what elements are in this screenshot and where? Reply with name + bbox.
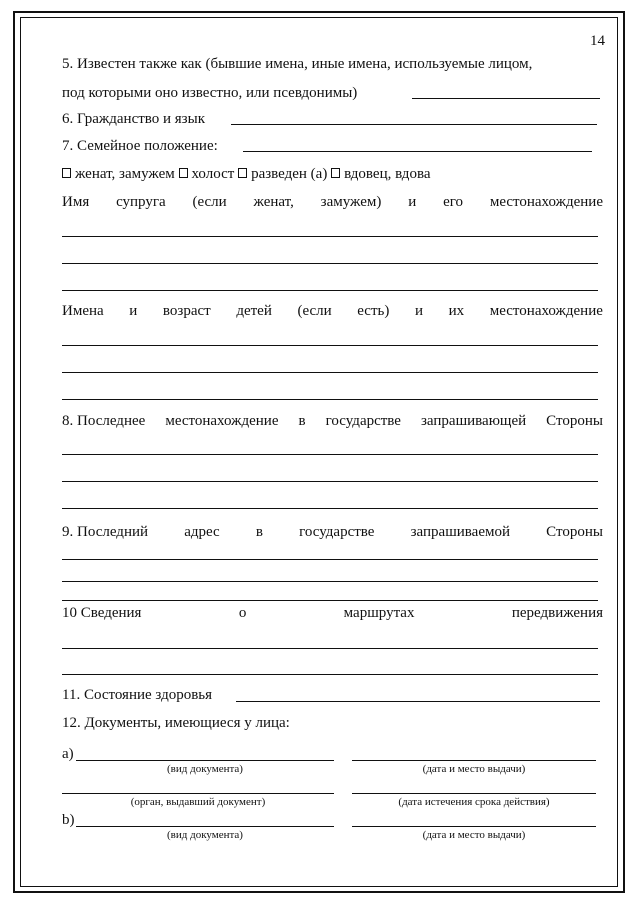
item10-word: 10 Сведения bbox=[62, 605, 142, 621]
doc-a-expiry-caption: (дата истечения срока действия) bbox=[398, 796, 550, 808]
item10-fill-line[interactable] bbox=[62, 648, 598, 649]
item5-fill-line[interactable] bbox=[412, 98, 600, 99]
item12-label: 12. Документы, имеющиеся у лица: bbox=[62, 715, 290, 731]
single-option[interactable] bbox=[179, 166, 235, 182]
children-word: их bbox=[448, 303, 465, 319]
item8-row bbox=[62, 412, 603, 430]
spouse-word: и bbox=[408, 194, 417, 210]
married-option[interactable] bbox=[62, 166, 175, 182]
item6-label: 6. Гражданство и язык bbox=[62, 111, 205, 127]
item8-word: местонахождение bbox=[165, 413, 279, 429]
item8-word: 8. Последнее bbox=[62, 413, 146, 429]
doc-b-type-caption: (вид документа) bbox=[167, 829, 243, 841]
doc-a-type-caption: (вид документа) bbox=[167, 763, 243, 775]
item10-row bbox=[62, 604, 603, 622]
item8-word: в bbox=[298, 413, 306, 429]
doc-a-label: a) bbox=[62, 746, 74, 762]
children-word: Имена bbox=[62, 303, 104, 319]
children-word: и bbox=[414, 303, 423, 319]
doc-a-issue-line[interactable] bbox=[352, 760, 596, 761]
divorced-checkbox[interactable] bbox=[238, 168, 247, 178]
doc-a-authority-caption: (орган, выдавший документ) bbox=[130, 796, 266, 808]
spouse-word: местонахождение bbox=[489, 194, 603, 210]
spouse-word: супруга bbox=[116, 194, 166, 210]
children-word: местонахождение bbox=[489, 303, 603, 319]
doc-b-type-line[interactable] bbox=[76, 826, 334, 827]
item7-label: 7. Семейное положение: bbox=[62, 138, 218, 154]
doc-b-issue-line[interactable] bbox=[352, 826, 596, 827]
item8-fill-line[interactable] bbox=[62, 454, 598, 455]
item10-word: передвижения bbox=[511, 605, 603, 621]
item9-word: в bbox=[255, 524, 263, 540]
children-word: детей bbox=[236, 303, 272, 319]
divorced-option[interactable] bbox=[238, 166, 327, 182]
spouse-word: (если bbox=[192, 194, 227, 210]
children-fill-line[interactable] bbox=[62, 345, 598, 346]
item9-word: адрес bbox=[184, 524, 220, 540]
children-word: (если bbox=[297, 303, 332, 319]
marital-options-row bbox=[62, 165, 430, 183]
item9-word: 9. Последний bbox=[62, 524, 149, 540]
item9-row bbox=[62, 523, 603, 541]
children-fill-line[interactable] bbox=[62, 372, 598, 373]
children-row bbox=[62, 302, 603, 320]
divorced-label: разведен (а) bbox=[251, 166, 328, 182]
spouse-fill-line[interactable] bbox=[62, 290, 598, 291]
doc-a-authority-line[interactable] bbox=[62, 793, 334, 794]
item9-word: государстве bbox=[299, 524, 375, 540]
doc-b-label: b) bbox=[62, 812, 75, 828]
doc-a-expiry-line[interactable] bbox=[352, 793, 596, 794]
item11-fill-line[interactable] bbox=[236, 701, 600, 702]
item8-word: Стороны bbox=[546, 413, 603, 429]
spouse-fill-line[interactable] bbox=[62, 236, 598, 237]
spouse-word: его bbox=[443, 194, 463, 210]
doc-a-type-line[interactable] bbox=[76, 760, 334, 761]
item11-label: 11. Состояние здоровья bbox=[62, 687, 213, 703]
married-checkbox[interactable] bbox=[62, 168, 71, 178]
item9-fill-line[interactable] bbox=[62, 600, 598, 601]
item8-fill-line[interactable] bbox=[62, 481, 598, 482]
item9-word: Стороны bbox=[546, 524, 603, 540]
page-number: 14 bbox=[590, 33, 605, 49]
widowed-checkbox[interactable] bbox=[331, 168, 340, 178]
married-label: женат, замужем bbox=[75, 166, 175, 182]
widowed-label: вдовец, вдова bbox=[344, 166, 431, 182]
single-checkbox[interactable] bbox=[179, 168, 188, 178]
spouse-row bbox=[62, 193, 603, 211]
item7-fill-line[interactable] bbox=[243, 151, 592, 152]
doc-a-issue-caption: (дата и место выдачи) bbox=[422, 763, 526, 775]
item9-fill-line[interactable] bbox=[62, 559, 598, 560]
doc-b-issue-caption: (дата и место выдачи) bbox=[422, 829, 526, 841]
item8-word: государстве bbox=[325, 413, 401, 429]
children-fill-line[interactable] bbox=[62, 399, 598, 400]
item6-fill-line[interactable] bbox=[231, 124, 597, 125]
item9-word: запрашиваемой bbox=[410, 524, 510, 540]
item10-fill-line[interactable] bbox=[62, 674, 598, 675]
item10-word: маршрутах bbox=[343, 605, 415, 621]
widowed-option[interactable] bbox=[331, 166, 430, 182]
children-word: возраст bbox=[162, 303, 211, 319]
spouse-word: женат, bbox=[253, 194, 294, 210]
children-word: и bbox=[129, 303, 138, 319]
item5-line1: 5. Известен также как (бывшие имена, иные имена, используемые лицом, bbox=[62, 56, 533, 72]
single-label: холост bbox=[191, 166, 235, 182]
item10-word: о bbox=[238, 605, 247, 621]
item9-fill-line[interactable] bbox=[62, 581, 598, 582]
children-word: есть) bbox=[357, 303, 390, 319]
item5-line2: под которыми оно известно, или псевдонимы) bbox=[62, 85, 358, 101]
item8-word: запрашивающей bbox=[421, 413, 527, 429]
item8-fill-line[interactable] bbox=[62, 508, 598, 509]
spouse-word: замужем) bbox=[320, 194, 382, 210]
spouse-fill-line[interactable] bbox=[62, 263, 598, 264]
spouse-word: Имя bbox=[62, 194, 90, 210]
